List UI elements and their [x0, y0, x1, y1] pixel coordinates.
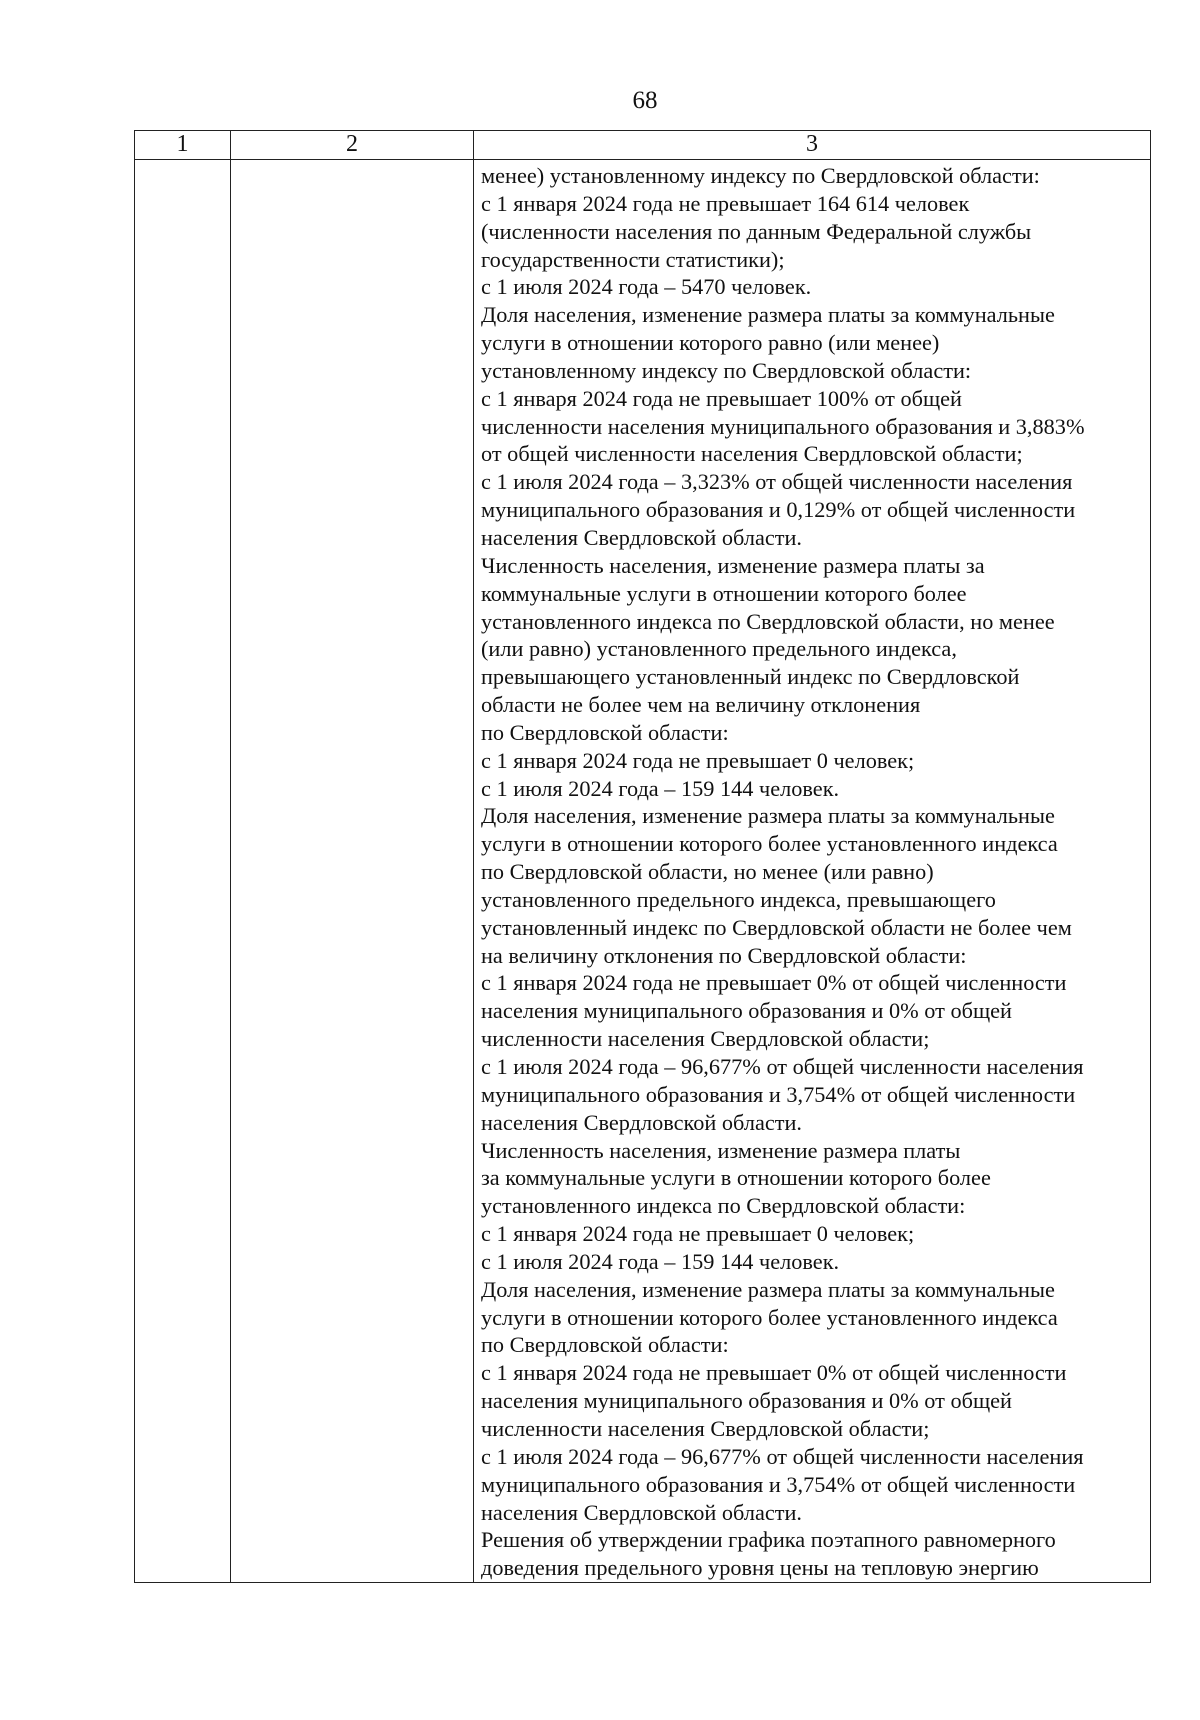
column-header-2: 2 — [231, 131, 474, 160]
text-line: (или равно) установленного предельного индекса, — [481, 636, 957, 662]
text-line: по Свердловской области, но менее (или равно) — [481, 859, 934, 885]
text-line: населения муниципального образования и 0% от общей — [481, 998, 1012, 1024]
text-line: установленного предельного индекса, превышающего — [481, 886, 996, 912]
text-line: с 1 июля 2024 года – 159 144 человек. — [481, 1248, 840, 1274]
text-line: Решения об утверждении графика поэтапного равномерного — [481, 1527, 1056, 1553]
text-line: менее) установленному индексу по Свердловской области: — [481, 163, 1040, 188]
text-line: с 1 января 2024 года не превышает 0% от общей численности — [481, 970, 1067, 996]
text-line: на величину отклонения по Свердловской области: — [481, 942, 967, 968]
text-line: населения Свердловской области. — [481, 1499, 803, 1525]
text-line: с 1 июля 2024 года – 96,677% от общей численности населения — [481, 1443, 1084, 1469]
text-line: услуги в отношении которого более установленного индекса — [481, 831, 1058, 857]
text-line: Численность населения, изменение размера платы за — [481, 552, 985, 578]
text-line: с 1 января 2024 года не превышает 164 614 человек — [481, 190, 970, 216]
text-line: услуги в отношении которого равно (или менее) — [481, 330, 940, 356]
text-line: муниципального образования и 3,754% от общей численности — [481, 1081, 1076, 1107]
cell-col2 — [231, 160, 474, 1583]
text-line: с 1 января 2024 года не превышает 0 человек; — [481, 1221, 915, 1247]
cell-col3-text — [474, 160, 1150, 1582]
text-line: Доля населения, изменение размера платы за коммунальные — [481, 302, 1055, 328]
text-line: Доля населения, изменение размера платы за коммунальные — [481, 803, 1055, 829]
document-table — [134, 130, 1151, 1583]
table-header-row — [135, 131, 1151, 160]
column-header-3: 3 — [474, 131, 1151, 160]
text-line: с 1 июля 2024 года – 96,677% от общей численности населения — [481, 1054, 1084, 1079]
text-line: численности населения Свердловской области; — [481, 1026, 930, 1052]
text-line: превышающего установленный индекс по Свердловской — [481, 664, 1020, 690]
text-line: установленного индекса по Свердловской области: — [481, 1193, 966, 1219]
text-line: с 1 июля 2024 года – 3,323% от общей численности населения — [481, 469, 1073, 495]
text-line: с 1 июля 2024 года – 5470 человек. — [481, 274, 812, 300]
text-line: доведения предельного уровня цены на тепловую энергию — [481, 1555, 1039, 1581]
text-line: численности населения муниципального образования и 3,883% — [481, 413, 1085, 439]
text-line: услуги в отношении которого более установленного индекса — [481, 1304, 1058, 1330]
text-line: численности населения Свердловской области; — [481, 1415, 930, 1441]
table-row — [135, 160, 1151, 1583]
text-line: с 1 июля 2024 года – 159 144 человек. — [481, 775, 840, 801]
text-line: установленный индекс по Свердловской области не более чем — [481, 914, 1072, 940]
text-line: от общей численности населения Свердловской области; — [481, 441, 1023, 467]
text-line: населения Свердловской области. — [481, 524, 803, 550]
text-line: государственности статистики); — [481, 246, 785, 272]
text-line: области не более чем на величину отклонения — [481, 692, 921, 718]
text-line: с 1 января 2024 года не превышает 0% от общей численности — [481, 1360, 1067, 1386]
text-line: коммунальные услуги в отношении которого более — [481, 580, 967, 606]
page-number: 68 — [632, 87, 658, 114]
text-line: установленного индекса по Свердловской области, но менее — [481, 608, 1055, 634]
cell-col3 — [474, 160, 1151, 1583]
text-line: по Свердловской области: — [481, 1332, 729, 1358]
text-line: муниципального образования и 3,754% от общей численности — [481, 1471, 1076, 1497]
text-line: населения муниципального образования и 0% от общей — [481, 1388, 1012, 1414]
text-line: за коммунальные услуги в отношении которого более — [481, 1165, 991, 1191]
text-line: по Свердловской области: — [481, 719, 729, 745]
column-header-1: 1 — [135, 131, 231, 160]
text-line: Доля населения, изменение размера платы за коммунальные — [481, 1276, 1055, 1302]
text-line: установленному индексу по Свердловской области: — [481, 357, 972, 383]
text-line: Численность населения, изменение размера платы — [481, 1137, 961, 1163]
text-line: (численности населения по данным Федеральной службы — [481, 218, 1032, 244]
cell-col1 — [135, 160, 231, 1583]
text-line: муниципального образования и 0,129% от общей численности — [481, 497, 1076, 523]
text-line: с 1 января 2024 года не превышает 100% от общей — [481, 385, 962, 411]
text-line: с 1 января 2024 года не превышает 0 человек; — [481, 747, 915, 773]
text-line: населения Свердловской области. — [481, 1109, 803, 1135]
